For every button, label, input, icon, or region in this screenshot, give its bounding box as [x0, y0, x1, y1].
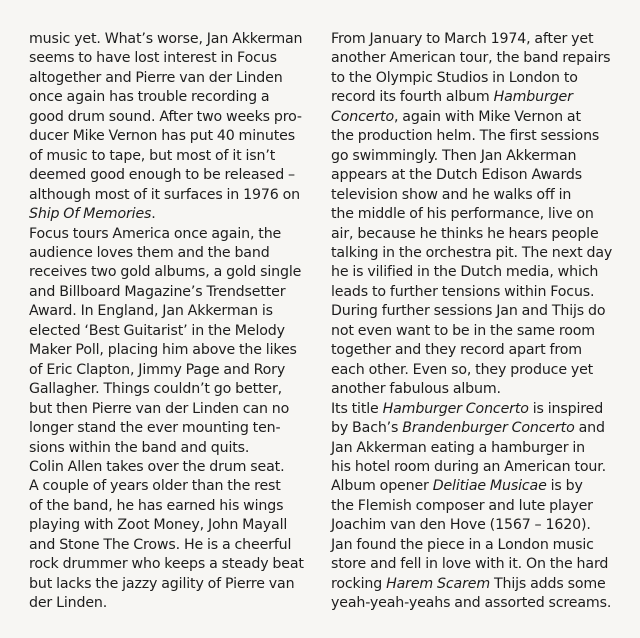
text-line — [29, 205, 319, 224]
text-line — [331, 322, 623, 341]
text-run: his hotel room during an American tour. — [331, 458, 606, 475]
text-line — [29, 380, 319, 399]
text-run: der Linden. — [29, 595, 108, 612]
text-run: another fabulous album. — [331, 381, 501, 398]
text-run: Album opener — [331, 478, 433, 495]
text-line — [331, 458, 623, 477]
text-run: During further sessions Jan and Thijs do — [331, 303, 606, 320]
text-run: seems to have lost interest in Focus — [29, 50, 277, 67]
text-line — [29, 555, 319, 574]
text-run: Maker Poll, placing him above the likes — [29, 342, 297, 359]
text-line — [331, 30, 623, 49]
text-line — [29, 477, 319, 496]
text-line — [29, 341, 319, 360]
text-line — [331, 49, 623, 68]
text-run: each other. Even so, they produce yet — [331, 361, 594, 378]
text-line — [331, 263, 623, 282]
text-run: together and they record apart from — [331, 342, 582, 359]
text-run: Jan Akkerman eating a hamburger in — [331, 439, 585, 456]
text-run: by Bach’s — [331, 420, 403, 437]
text-line — [331, 147, 623, 166]
text-line — [29, 244, 319, 263]
text-run: rock drummer who keeps a steady beat — [29, 556, 304, 573]
text-line — [331, 88, 623, 107]
text-line — [331, 516, 623, 535]
text-run: Thijs adds some — [490, 575, 606, 592]
text-run: ducer Mike Vernon has put 40 minutes — [29, 128, 295, 145]
text-run: playing with Zoot Money, John Mayall — [29, 517, 288, 534]
text-run: . — [151, 206, 156, 223]
italic-title: Hamburger — [493, 89, 573, 106]
text-line — [331, 497, 623, 516]
text-line — [29, 166, 319, 185]
text-line — [331, 380, 623, 399]
text-run: and Billboard Magazine’s Trendsetter — [29, 283, 286, 300]
text-line — [331, 439, 623, 458]
text-run: to the Olympic Studios in London to — [331, 69, 578, 86]
text-line — [331, 477, 623, 496]
text-run: Jan found the piece in a London music — [331, 536, 594, 553]
text-run: audience loves them and the band — [29, 244, 270, 261]
text-line — [29, 322, 319, 341]
text-line — [331, 127, 623, 146]
text-line — [29, 49, 319, 68]
text-line — [331, 400, 623, 419]
text-line — [29, 69, 319, 88]
text-run: sions within the band and quits. — [29, 439, 250, 456]
text-run: the Flemish composer and lute player — [331, 497, 593, 514]
text-line — [29, 30, 319, 49]
text-line — [331, 594, 623, 613]
text-run: altogether and Pierre van der Linden — [29, 69, 283, 86]
text-line — [29, 302, 319, 321]
text-run: and Stone The Crows. He is a cheerful — [29, 536, 292, 553]
left-text-column — [29, 30, 319, 614]
text-line — [331, 536, 623, 555]
text-line — [331, 205, 623, 224]
italic-title: Hamburger Concerto — [382, 400, 529, 417]
text-run: record its fourth album — [331, 89, 494, 106]
text-line — [331, 225, 623, 244]
text-line — [331, 108, 623, 127]
text-run: another American tour, the band repairs — [331, 50, 611, 67]
text-line — [29, 536, 319, 555]
text-line — [331, 302, 623, 321]
text-line — [29, 400, 319, 419]
text-run: appears at the Dutch Edison Awards — [331, 167, 582, 184]
text-run: Colin Allen takes over the drum seat. — [29, 458, 285, 475]
italic-title: Ship Of Memories — [29, 206, 152, 223]
text-line — [29, 594, 319, 613]
text-run: of the band, he has earned his wings — [29, 497, 284, 514]
right-text-column — [331, 30, 623, 614]
italic-title: Brandenburger Concerto — [402, 420, 575, 437]
text-run: Focus tours America once again, the — [29, 225, 282, 242]
italic-title: Harem Scarem — [386, 575, 491, 592]
text-run: deemed good enough to be released – — [29, 167, 295, 184]
text-run: he is vilified in the Dutch media, which — [331, 264, 599, 281]
text-run: store and fell in love with it. On the hard — [331, 556, 609, 573]
text-run: is by — [546, 478, 583, 495]
text-run: of music to tape, but most of it isn’t — [29, 147, 276, 164]
text-run: receives two gold albums, a gold single — [29, 264, 302, 281]
text-line — [29, 108, 319, 127]
text-line — [29, 283, 319, 302]
text-line — [29, 516, 319, 535]
text-run: talking in the orchestra pit. The next day — [331, 244, 613, 261]
text-run: but lacks the jazzy agility of Pierre van — [29, 575, 295, 592]
text-run: Gallagher. Things couldn’t go better, — [29, 381, 283, 398]
text-run: Its title — [331, 400, 383, 417]
text-line — [331, 244, 623, 263]
text-run: go swimmingly. Then Jan Akkerman — [331, 147, 577, 164]
text-line — [331, 341, 623, 360]
text-run: , again with Mike Vernon at — [393, 108, 581, 125]
text-run: television show and he walks off in — [331, 186, 572, 203]
text-run: of Eric Clapton, Jimmy Page and Rory — [29, 361, 286, 378]
text-line — [331, 186, 623, 205]
text-run: not even want to be in the same room — [331, 322, 595, 339]
text-run: good drum sound. After two weeks pro- — [29, 108, 302, 125]
text-run: but then Pierre van der Linden can no — [29, 400, 290, 417]
text-line — [331, 283, 623, 302]
text-run: although most of it surfaces in 1976 on — [29, 186, 300, 203]
text-run: air, because he thinks he hears people — [331, 225, 599, 242]
text-line — [29, 127, 319, 146]
text-run: leads to further tensions within Focus. — [331, 283, 595, 300]
text-line — [29, 88, 319, 107]
text-line — [29, 361, 319, 380]
text-run: yeah-yeah-yeahs and assorted screams. — [331, 595, 612, 612]
text-line — [331, 555, 623, 574]
text-line — [29, 458, 319, 477]
text-line — [29, 186, 319, 205]
text-line — [29, 497, 319, 516]
text-line — [29, 575, 319, 594]
text-run: A couple of years older than the rest — [29, 478, 281, 495]
italic-title: Concerto — [331, 108, 394, 125]
text-run: Joachim van den Hove (1567 – 1620). — [331, 517, 591, 534]
text-line — [29, 439, 319, 458]
text-run: and — [574, 420, 605, 437]
text-line — [331, 166, 623, 185]
text-line — [331, 69, 623, 88]
text-run: is inspired — [528, 400, 604, 417]
italic-title: Delitiae Musicae — [432, 478, 547, 495]
text-line — [29, 263, 319, 282]
text-run: once again has trouble recording a — [29, 89, 270, 106]
text-run: music yet. What’s worse, Jan Akkerman — [29, 31, 303, 47]
text-line — [331, 361, 623, 380]
text-run: elected ‘Best Guitarist’ in the Melody — [29, 322, 285, 339]
text-line — [331, 419, 623, 438]
text-run: the production helm. The first sessions — [331, 128, 600, 145]
text-run: longer stand the ever mounting ten- — [29, 420, 281, 437]
text-line — [29, 225, 319, 244]
text-run: rocking — [331, 575, 387, 592]
text-run: From January to March 1974, after yet — [331, 31, 594, 47]
text-run: Award. In England, Jan Akkerman is — [29, 303, 273, 320]
text-line — [29, 147, 319, 166]
text-run: the middle of his performance, live on — [331, 206, 594, 223]
text-line — [331, 575, 623, 594]
text-line — [29, 419, 319, 438]
